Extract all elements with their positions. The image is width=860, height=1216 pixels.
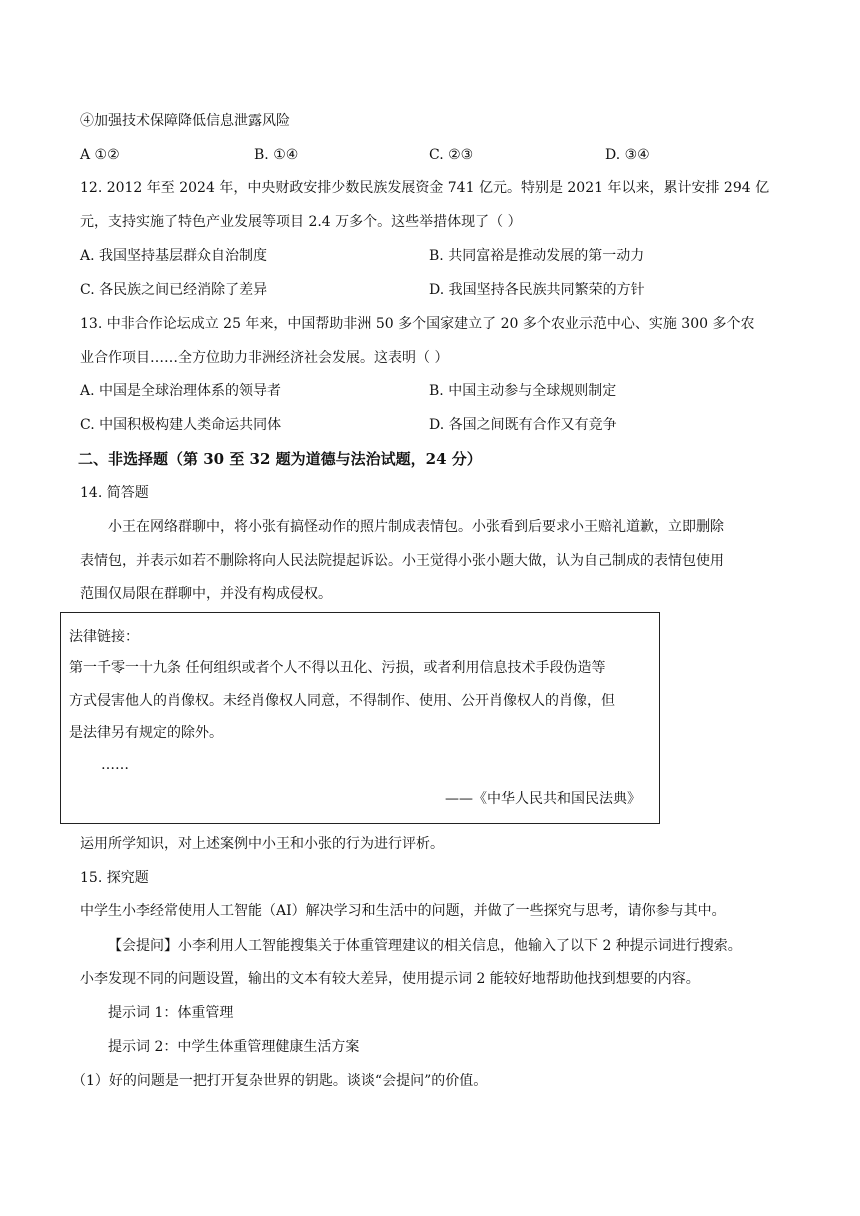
q11-option-b: B. ①④ xyxy=(254,147,299,163)
legal-link-label: 法律链接： xyxy=(69,629,139,645)
q12-option-a: A. 我国坚持基层群众自治制度 xyxy=(80,248,268,264)
q11-option-c: C. ②③ xyxy=(429,147,474,163)
q14-paragraph-line-2: 表情包，并表示如若不删除将向人民法院提起诉讼。小王觉得小张小题大做，认为自己制成的表情包使用 xyxy=(80,553,724,569)
q13-option-c: C. 中国积极构建人类命运共同体 xyxy=(80,417,282,433)
q11-option-a: A ①② xyxy=(80,147,120,163)
legal-ellipsis: …… xyxy=(101,757,129,773)
q14-heading: 14. 简答题 xyxy=(80,485,149,501)
q13-stem-line-2: 业合作项目……全方位助力非洲经济社会发展。这表明（ ） xyxy=(80,350,449,366)
q13-option-d: D. 各国之间既有合作又有竞争 xyxy=(429,417,617,433)
q15-intro: 中学生小李经常使用人工智能（AI）解决学习和生活中的问题，并做了一些探究与思考，请你参与其中。 xyxy=(80,903,726,919)
legal-article-line-2: 方式侵害他人的肖像权。未经肖像权人同意，不得制作、使用、公开肖像权人的肖像，但 xyxy=(69,693,615,709)
legal-link-box xyxy=(60,612,660,824)
q15-prompt-1: 提示词 1：体重管理 xyxy=(108,1005,234,1021)
q12-option-b: B. 共同富裕是推动发展的第一动力 xyxy=(429,248,645,264)
q14-task: 运用所学知识，对上述案例中小王和小张的行为进行评析。 xyxy=(80,836,444,852)
q13-option-a: A. 中国是全球治理体系的领导者 xyxy=(80,383,282,399)
q12-stem-line-1: 12. 2012 年至 2024 年，中央财政安排少数民族发展资金 741 亿元。特别是 2021 年以来，累计安排 294 亿 xyxy=(80,180,770,196)
q14-paragraph-line-3: 范围仅局限在群聊中，并没有构成侵权。 xyxy=(80,586,332,602)
q12-option-c: C. 各民族之间已经消除了差异 xyxy=(80,282,268,298)
q15-prompt-2: 提示词 2：中学生体重管理健康生活方案 xyxy=(108,1039,360,1055)
q15-paragraph-line-2: 小李发现不同的问题设置，输出的文本有较大差异，使用提示词 2 能较好地帮助他找到想要的内容。 xyxy=(80,971,700,987)
q15-paragraph-line-1: 【会提问】小李利用人工智能搜集关于体重管理建议的相关信息，他输入了以下 2 种提示词进行搜索。 xyxy=(108,938,742,954)
q12-option-d: D. 我国坚持各民族共同繁荣的方针 xyxy=(429,282,645,298)
q15-subquestion-1: （1）好的问题是一把打开复杂世界的钥匙。谈谈“会提问”的价值。 xyxy=(72,1073,488,1089)
q11-option-d: D. ③④ xyxy=(605,147,650,163)
q13-stem-line-1: 13. 中非合作论坛成立 25 年来，中国帮助非洲 50 多个国家建立了 20 多个农业示范中心、实施 300 多个农 xyxy=(80,316,755,332)
legal-article-line-1: 第一千零一十九条 任何组织或者个人不得以丑化、污损，或者利用信息技术手段伪造等 xyxy=(69,660,606,676)
legal-source: ——《中华人民共和国民法典》 xyxy=(445,791,641,807)
q14-paragraph-line-1: 小王在网络群聊中，将小张有搞怪动作的照片制成表情包。小张看到后要求小王赔礼道歉，立即删除 xyxy=(108,519,724,535)
q15-heading: 15. 探究题 xyxy=(80,870,149,886)
legal-article-line-3: 是法律另有规定的除外。 xyxy=(69,725,223,741)
q11-item-4: ④加强技术保障降低信息泄露风险 xyxy=(80,113,290,129)
q13-option-b: B. 中国主动参与全球规则制定 xyxy=(429,383,617,399)
section-title: 二、非选择题（第 30 至 32 题为道德与法治试题，24 分） xyxy=(78,450,482,468)
q12-stem-line-2: 元，支持实施了特色产业发展等项目 2.4 万多个。这些举措体现了（ ） xyxy=(80,214,522,230)
